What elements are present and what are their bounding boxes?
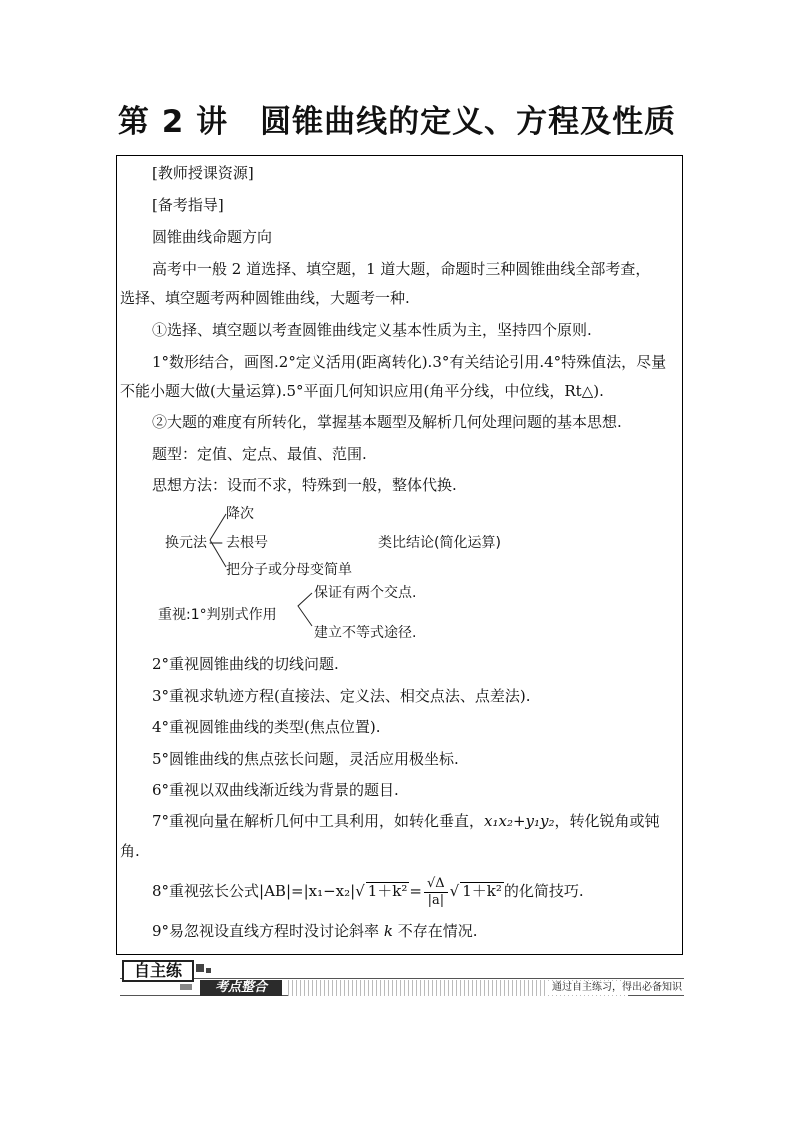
diagram-dash: — — [209, 535, 223, 551]
direction-heading: 圆锥曲线命题方向 — [152, 228, 273, 246]
diagram-substitution: 换元法 — [165, 535, 207, 551]
banner-self-practice: 自主练 — [122, 960, 194, 982]
tag-guide: [备考指导] — [152, 196, 224, 214]
para1-line1: 高考中一般 2 道选择、填空题，1 道大题，命题时三种圆锥曲线全部考查， — [152, 260, 651, 278]
sqrt-term-2: 1＋k² — [462, 882, 502, 900]
para3-line1: 1°数形结合，画图.2°定义活用(距离转化).3°有关结论引用.4°特殊值法，尽量 — [152, 353, 667, 371]
item-9: 9°易忽视设直线方程时没讨论斜率 k 不存在情况. — [152, 922, 478, 940]
page-title: 第 2 讲 圆锥曲线的定义、方程及性质 — [117, 104, 677, 140]
item-7-line2: 角. — [120, 842, 140, 860]
banner-key-points: 考点整合 — [200, 980, 282, 996]
item-8-formula: 8°重视弦长公式|AB|=|x₁−x₂|√ 1＋k² = $\frac{√\Delta}{|a|}$ √ 1＋k² 的化简技巧. — [152, 875, 584, 908]
item-2: 2°重视圆锥曲线的切线问题. — [152, 655, 339, 673]
item-5: 5°圆锥曲线的焦点弦长问题，灵活应用极坐标. — [152, 750, 459, 768]
sqrt-term-1: 1＋k² — [367, 882, 408, 900]
diagram-branch-simplify: 把分子或分母变简单 — [226, 562, 352, 578]
methods: 思想方法：设而不求，特殊到一般，整体代换. — [152, 476, 457, 494]
para4: ②大题的难度有所转化，掌握基本题型及解析几何处理问题的基本思想. — [152, 413, 622, 431]
formula-fraction: $\frac{√\Delta}{|a|}$ — [424, 876, 448, 909]
item-4: 4°重视圆锥曲线的类型(焦点位置). — [152, 718, 381, 736]
item-3: 3°重视求轨迹方程(直接法、定义法、相交点法、点差法). — [152, 687, 531, 705]
para3-line2: 不能小题大做(大量运算).5°平面几何知识应用(角平分线，中位线，Rt△). — [120, 382, 604, 400]
section-banner — [120, 960, 684, 996]
item-7-math: x₁x₂+y₁y₂ — [484, 812, 555, 830]
diagram-emphasis-inequality: 建立不等式途径. — [314, 625, 417, 641]
diagram-emphasis-two-points: 保证有两个交点. — [314, 585, 417, 601]
item-6: 6°重视以双曲线渐近线为背景的题目. — [152, 781, 399, 799]
item-7-line1: 7°重视向量在解析几何中工具利用，如转化垂直，x₁x₂+y₁y₂，转化锐角或钝 — [152, 812, 660, 830]
diagram-branch-reduce-degree: 降次 — [226, 506, 254, 522]
para1-line2: 选择、填空题考两种圆锥曲线，大题考一种. — [120, 289, 410, 307]
para2: ①选择、填空题以考查圆锥曲线定义基本性质为主，坚持四个原则. — [152, 321, 592, 339]
diagram-emphasis: 重视:1°判别式作用 — [158, 607, 277, 623]
tag-resource: [教师授课资源] — [152, 164, 254, 182]
question-types: 题型：定值、定点、最值、范围. — [152, 445, 367, 463]
diagram-branch-remove-root: 去根号 — [226, 535, 268, 551]
diagram-analogy: 类比结论(简化运算) — [378, 535, 501, 551]
banner-note: 通过自主练习，得出必备知识 — [548, 981, 682, 995]
